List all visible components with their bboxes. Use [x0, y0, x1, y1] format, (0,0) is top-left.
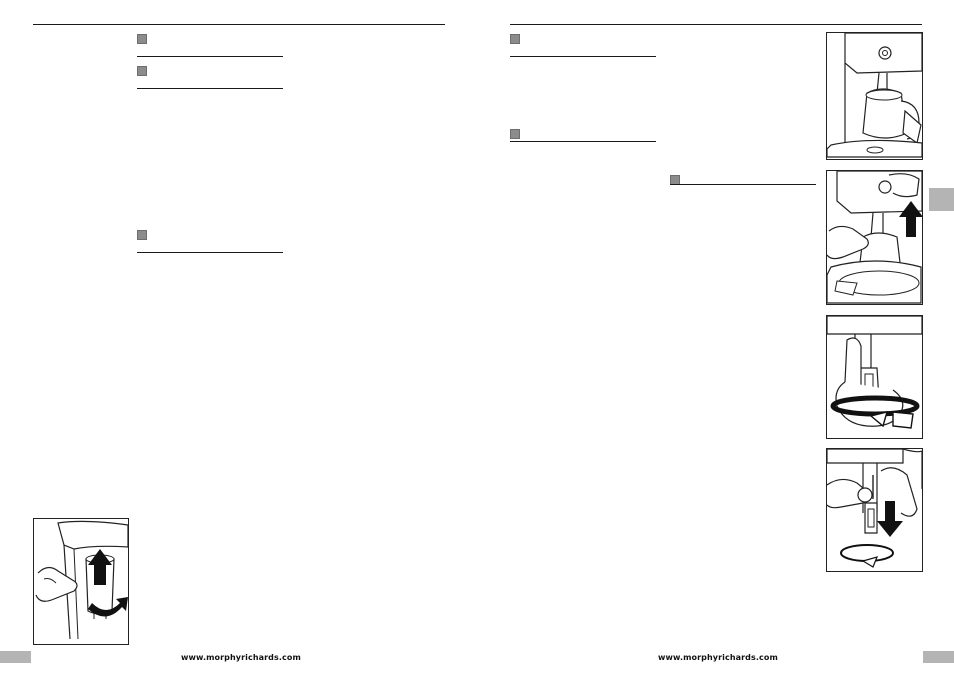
section-heading-underline-2	[137, 88, 283, 89]
left-footer-url[interactable]: www.morphyrichards.com	[181, 653, 301, 662]
illustration-clean-pin-nozzle	[826, 448, 923, 572]
section-heading-underline-1	[137, 56, 283, 57]
section-heading-underline-6	[670, 184, 816, 185]
right-side-section-tab	[929, 188, 954, 211]
section-heading-underline-5	[510, 141, 656, 142]
left-page-top-rule	[33, 24, 445, 25]
right-footer-url[interactable]: www.morphyrichards.com	[658, 653, 778, 662]
right-page-number-tab	[923, 651, 954, 663]
section-marker-1	[137, 34, 147, 44]
left-page-number-tab	[0, 651, 31, 663]
right-page-top-rule	[510, 24, 922, 25]
section-heading-underline-3	[137, 252, 283, 253]
illustration-remove-filter-holder	[33, 518, 129, 645]
illustration-steam-wand-jug	[826, 32, 923, 160]
section-marker-4	[510, 34, 520, 44]
rotate-icon	[841, 545, 893, 567]
section-marker-5	[510, 129, 520, 139]
section-heading-underline-4	[510, 56, 656, 57]
section-marker-3	[137, 230, 147, 240]
illustration-lift-froth-enhancer	[826, 170, 923, 305]
illustration-twist-off-nozzle	[826, 315, 923, 439]
section-marker-2	[137, 66, 147, 76]
